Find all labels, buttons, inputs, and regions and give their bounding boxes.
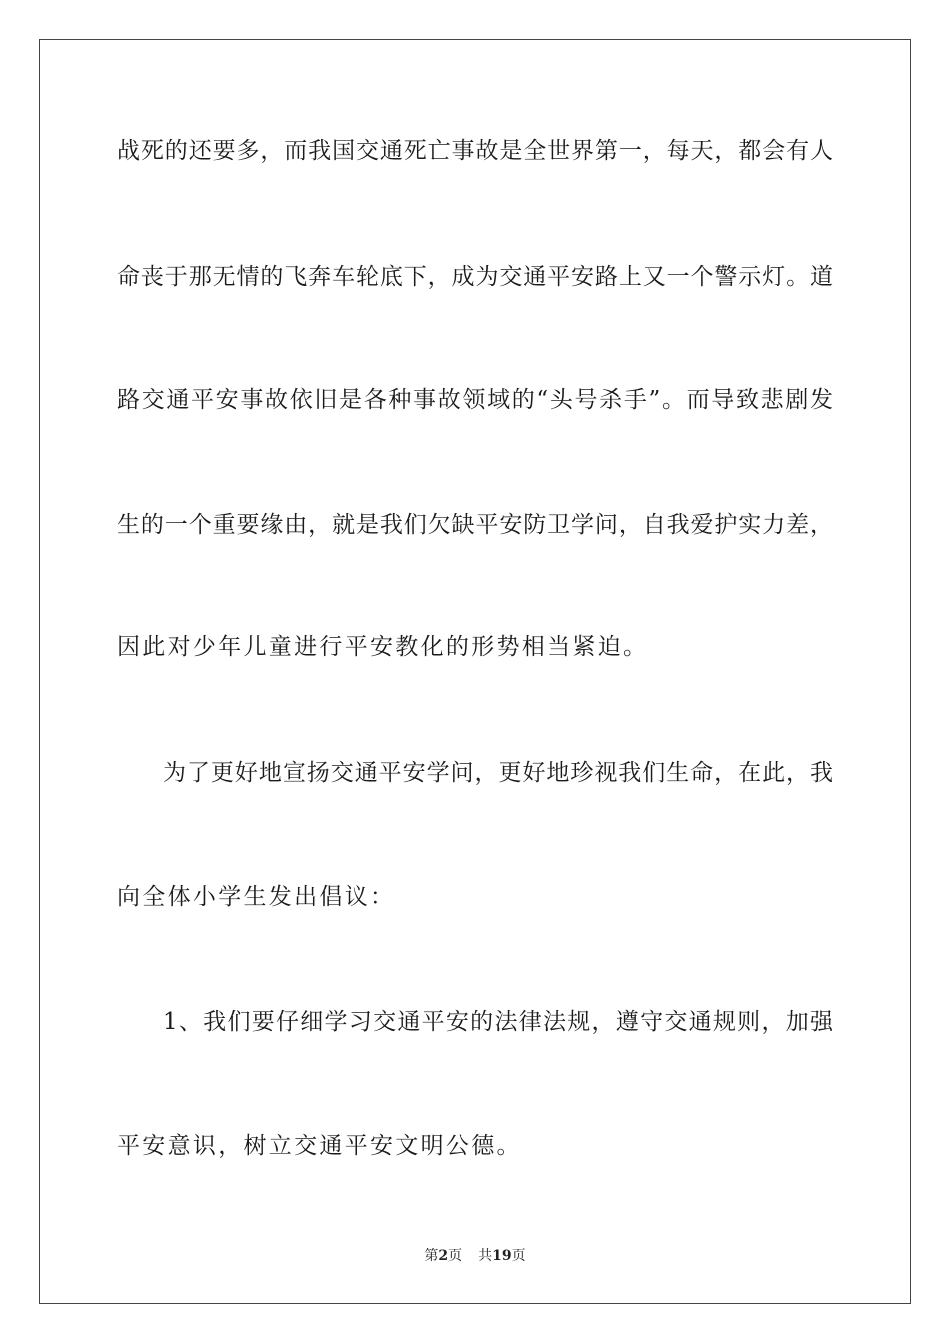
body-text-line: 路交通平安事故依旧是各种事故领域的“头号杀手”。而导致悲剧发 — [117, 387, 833, 413]
body-text-line: 平安意识，树立交通平安文明公德。 — [117, 1133, 522, 1159]
page-border — [39, 39, 911, 1304]
page-suffix: 页 — [448, 1248, 463, 1264]
page-number: 2 — [438, 1248, 449, 1264]
list-item-first-line: 1、我们要仔细学习交通平安的法律法规，遵守交通规则，加强 — [163, 1009, 833, 1035]
page-prefix: 第 — [424, 1248, 439, 1264]
total-pages: 19 — [492, 1248, 512, 1264]
body-text-line: 因此对少年儿童进行平安教化的形势相当紧迫。 — [117, 634, 649, 660]
body-text-line: 命丧于那无情的飞奔车轮底下，成为交通平安路上又一个警示灯。道 — [117, 264, 833, 290]
total-suffix: 页 — [511, 1248, 526, 1264]
page-footer — [0, 1245, 950, 1265]
body-text-line: 生的一个重要缘由，就是我们欠缺平安防卫学问，自我爱护实力差， — [117, 512, 833, 538]
total-prefix: 共 — [478, 1248, 493, 1264]
body-text-line: 向全体小学生发出倡议： — [117, 884, 396, 910]
paragraph-first-line: 为了更好地宣扬交通平安学问，更好地珍视我们生命，在此，我 — [163, 760, 833, 786]
body-text-line: 战死的还要多，而我国交通死亡事故是全世界第一，每天，都会有人 — [117, 138, 833, 164]
